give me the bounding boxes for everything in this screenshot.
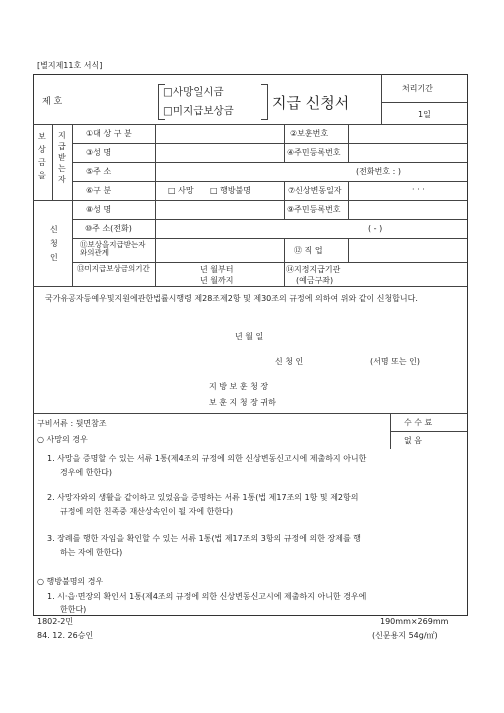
bank-account-label: (예금구좌) (296, 276, 334, 285)
option-death-lump-sum[interactable]: □사망일시금 (163, 86, 224, 98)
application-statement: 국가유공자등예우및지원에관한법률시행령 제28조제2항 및 제30조의 규정에 의하여 위와 같이 신청합니다. (45, 294, 418, 303)
unpaid-period-to[interactable]: 년 월까지 (200, 276, 234, 285)
paper-type: (신문용지 54g/㎡) (372, 631, 438, 640)
required-documents-title: 구비서류 : 뒷면참조 (37, 419, 107, 428)
relation-field[interactable] (156, 239, 283, 261)
form-id: [별지제11호 서식] (37, 61, 103, 70)
processing-period-label: 처리기간 (402, 84, 433, 93)
applicant-signature-label: 신 청 인 (275, 357, 304, 366)
addressee-regional-office: 지 방 보 훈 청 장 (209, 382, 269, 391)
missing-case-header: ○ 행방불명의 경우 (37, 577, 104, 586)
fee-label: 수 수 료 (404, 418, 433, 427)
recipient-side-label-1: 보상금을 (38, 132, 46, 180)
death-item-3-cont: 하는 자에 한한다) (60, 548, 123, 557)
applicant-address-label: ⑩주 소(전화) (85, 224, 132, 233)
fee-value: 없 음 (404, 436, 422, 445)
category-death-checkbox[interactable]: □ 사망 (168, 186, 194, 195)
processing-period-value: 1일 (418, 110, 431, 119)
veteran-number-field[interactable] (349, 125, 465, 142)
death-item-3: 3. 장례를 행한 자임을 확인할 수 있는 서류 1통(법 제17조의 3항의 규정에 의한 장제를 행 (47, 534, 362, 543)
applicant-rrn-label: ⑨주민등록번호 (287, 205, 341, 214)
recipient-rrn-field[interactable] (349, 144, 465, 161)
applicant-side-label: 신청인 (50, 225, 58, 262)
death-item-1-cont: 경우에 한한다) (60, 468, 113, 477)
missing-item-1-cont: 한한다) (60, 605, 87, 614)
approval-date: 84. 12. 26승인 (37, 631, 94, 640)
recipient-rrn-label: ④주민등록번호 (287, 148, 341, 157)
occupation-label: ⑫ 직 업 (294, 246, 323, 255)
option-unpaid-compensation[interactable]: □미지급보상금 (163, 105, 234, 117)
signature-field[interactable]: (서명 또는 인) (370, 357, 420, 366)
bracket-right (261, 84, 268, 120)
application-date[interactable]: 년 월 일 (235, 332, 264, 341)
death-item-1: 1. 사망을 증명할 수 있는 서류 1통(제4조의 규정에 의한 신상변동신고시에 제출하지 아니한 (47, 454, 367, 463)
applicant-phone-paren: ( - ) (368, 224, 383, 233)
recipient-address-field[interactable] (156, 163, 356, 180)
occupation-field[interactable] (349, 239, 465, 261)
death-item-2-cont: 규정에 의한 친족중 재산상속인이 될 자에 한한다) (60, 507, 233, 516)
number-label: 제 호 (42, 97, 63, 107)
unpaid-period-from[interactable]: 년 월부터 (200, 265, 234, 274)
applicant-name-label: ⑧성 명 (86, 205, 112, 214)
target-category-field[interactable] (156, 125, 283, 142)
designated-bank-label: ⑭지정지급기관 (286, 265, 341, 274)
category-missing-checkbox[interactable]: □ 행방불명 (210, 186, 252, 195)
death-item-2: 2. 사망자와의 생활을 같이하고 있었음을 증명하는 서류 1통(법 제17조의 1항 및 제2항의 (47, 493, 359, 502)
applicant-name-field[interactable] (156, 201, 283, 218)
target-category-label: ①대 상 구 분 (86, 129, 132, 138)
relation-label: ⑪보상을지급받는자와의관계 (80, 240, 146, 258)
applicant-address-field[interactable] (156, 220, 356, 237)
recipient-address-label: ⑤주 소 (86, 167, 112, 176)
missing-item-1: 1. 시·읍·면장의 확인서 1통(제4조의 규정에 의한 신상변동신고시에 제출하지 아니한 경우에 (47, 592, 367, 601)
paper-size: 190mm×269mm (380, 617, 449, 626)
status-change-date-label: ⑦신상변동일자 (288, 186, 342, 195)
category-label: ⑥구 분 (86, 186, 112, 195)
recipient-name-field[interactable] (156, 144, 283, 161)
recipient-name-label: ③성 명 (86, 148, 112, 157)
addressee-branch-office: 보 훈 지 청 장 귀하 (209, 398, 276, 407)
recipient-side-label-2: 지급받는자 (58, 131, 66, 184)
status-change-date-value[interactable]: · · · (412, 185, 425, 194)
unpaid-period-label: ⑬미지급보상금의기간 (77, 264, 150, 273)
applicant-rrn-field[interactable] (349, 201, 465, 218)
recipient-phone-label: (전화번호 : ) (356, 167, 401, 176)
veteran-number-label: ②보훈번호 (290, 129, 329, 138)
form-code: 1802-2민 (37, 617, 74, 626)
form-title: 지급 신청서 (272, 94, 350, 112)
death-case-header: ○ 사망의 경우 (37, 435, 88, 444)
bank-account-field[interactable] (349, 263, 465, 285)
